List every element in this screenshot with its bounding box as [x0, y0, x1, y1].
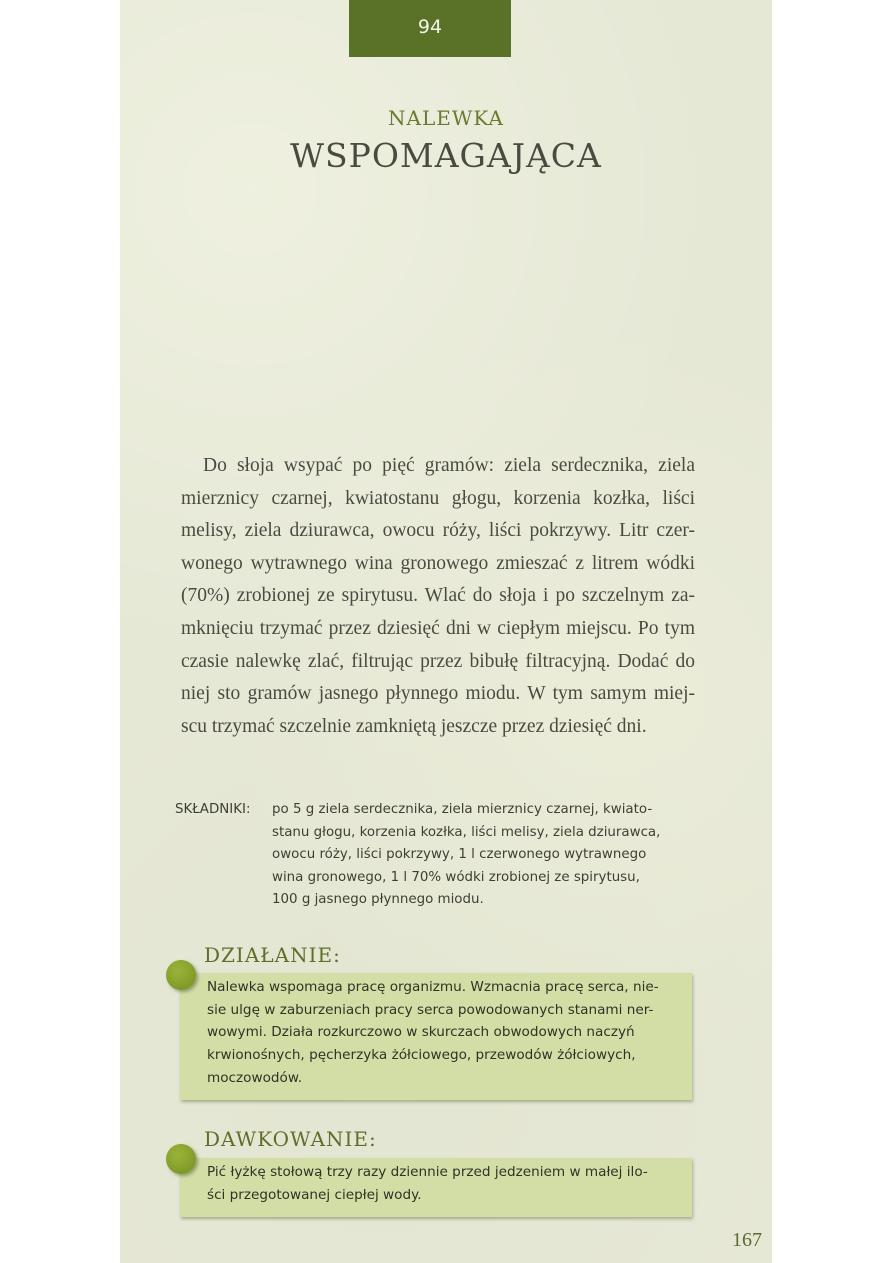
recipe-line: (70%) zrobionej ze spirytusu. Wlać do słoja i po szczelnym za- [181, 585, 695, 607]
action-note-box [180, 973, 692, 1100]
page-title: WSPOMAGAJĄCA [290, 136, 602, 175]
section-heading-action: DZIAŁANIE: [204, 943, 341, 967]
dosage-line: ści przegotowanej ciepłej wody. [207, 1186, 422, 1203]
ingredients-list [272, 799, 692, 912]
action-line: wowymi. Działa rozkurczowo w skurczach obwodowych naczyń [207, 1024, 635, 1041]
recipe-line: mierznicy czarnej, kwiatostanu głogu, korzenia kozłka, liści [181, 487, 695, 509]
recipe-line: niej sto gramów jasnego płynnego miodu. W tym samym miej- [181, 683, 695, 705]
ingredients-line: owocu róży, liści pokrzywy, 1 l czerwonego wytrawnego [272, 847, 647, 862]
action-line: sie ulgę w zaburzeniach pracy serca powodowanych stanami ner- [207, 1001, 654, 1018]
book-page [120, 0, 772, 1263]
ingredients-line: po 5 g ziela serdecznika, ziela mierznicy czarnej, kwiato- [272, 802, 653, 817]
recipe-line: czasie nalewkę zlać, filtrując przez bibułę filtracyjną. Dodać do [181, 650, 695, 672]
title-subtitle: NALEWKA [388, 106, 504, 130]
chapter-number-badge [349, 0, 511, 57]
recipe-line: melisy, ziela dziurawca, owocu róży, liści pokrzywy. Litr czer- [181, 520, 695, 542]
ingredients-line: 100 g jasnego płynnego miodu. [272, 892, 484, 907]
dosage-note-box [180, 1158, 692, 1217]
ingredients-line: stanu głogu, korzenia kozłka, liści melisy, ziela dziurawca, [272, 824, 661, 840]
chapter-number: 94 [417, 16, 443, 38]
recipe-line: Do słoja wsypać po pięć gramów: ziela serdecznika, ziela [203, 455, 695, 476]
section-heading-dosage: DAWKOWANIE: [204, 1127, 377, 1151]
green-bullet-icon [166, 1144, 196, 1174]
action-line: krwionośnych, pęcherzyka żółciowego, przewodów żółciowych, [207, 1047, 636, 1064]
ingredients-label: SKŁADNIKI: [175, 802, 251, 817]
action-line: moczowodów. [207, 1069, 303, 1086]
action-line: Nalewka wspomaga pracę organizmu. Wzmacnia pracę serca, nie- [207, 979, 659, 995]
recipe-line: scu trzymać szczelnie zamkniętą jeszcze przez dziesięć dni. [181, 715, 647, 737]
dosage-line: Pić łyżkę stołową trzy razy dziennie przed jedzeniem w małej ilo- [207, 1164, 648, 1180]
recipe-paragraph [181, 450, 695, 743]
recipe-line: wonego wytrawnego wina gronowego zmieszać z litrem wódki [181, 552, 695, 574]
page-number: 167 [732, 1229, 762, 1251]
ingredients-line: wina gronowego, 1 l 70% wódki zrobionej ze spirytusu, [272, 869, 640, 885]
green-bullet-icon [166, 960, 196, 990]
recipe-line: mknięciu trzymać przez dziesięć dni w ciepłym miejscu. Po tym [181, 617, 695, 639]
